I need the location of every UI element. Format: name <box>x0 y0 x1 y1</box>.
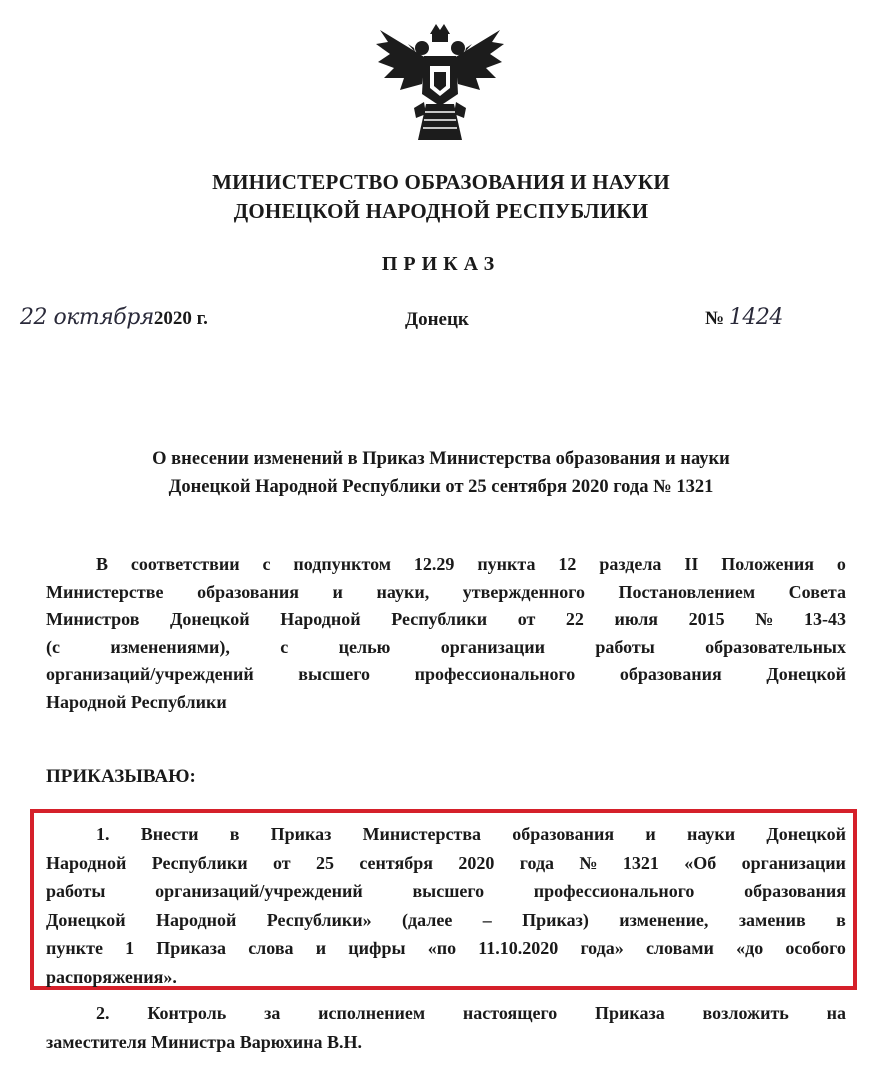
preamble-word: пункта <box>477 554 536 574</box>
item1-word: «по <box>427 938 457 958</box>
preamble-lines <box>46 551 846 689</box>
item1-word: высшего <box>412 881 485 901</box>
item1-word: 11.10.2020 <box>478 938 559 958</box>
preamble-word: о <box>836 554 846 574</box>
preamble-word: В <box>96 554 109 574</box>
item1-word: 25 <box>315 852 334 873</box>
item1-word: – <box>482 909 492 930</box>
preamble-word: профессионального <box>414 664 576 684</box>
item1-line <box>46 934 846 963</box>
preamble-word: Положения <box>721 554 814 574</box>
item1-word: образования <box>744 881 846 901</box>
ministry-line-2: ДОНЕЦКОЙ НАРОДНОЙ РЕСПУБЛИКИ <box>233 199 649 223</box>
item1-word: профессионального <box>533 881 695 901</box>
item2-word: настоящего <box>462 1003 558 1023</box>
preamble-word: с <box>280 636 289 657</box>
preamble-word: Донецкой <box>170 609 250 629</box>
item2-last-line: заместителя Министра Варюхина В.Н. <box>46 1031 363 1052</box>
item1-word: Республики <box>151 852 248 873</box>
preamble-word: Совета <box>788 581 846 602</box>
item1-word: и <box>315 938 327 958</box>
preamble-line <box>46 661 846 689</box>
document-city: Донецк <box>405 309 469 330</box>
document-number <box>705 305 783 330</box>
ministry-name <box>0 168 882 226</box>
item1-word: организаций/учреждений <box>155 881 363 901</box>
item1-word: Внести <box>140 824 199 844</box>
item1-word: Приказа <box>156 938 227 958</box>
item1-last-line: распоряжения». <box>46 966 177 987</box>
preamble-line <box>46 579 846 607</box>
item1-word: Республики» <box>266 909 372 930</box>
item1-lines <box>46 820 846 963</box>
preamble-word: образования <box>197 581 299 602</box>
item1-word: заменив <box>738 909 806 930</box>
item1-word: сентября <box>359 852 433 873</box>
preamble-line <box>46 551 846 579</box>
document-date <box>20 305 208 330</box>
item1-word: № <box>579 852 598 873</box>
preamble-word: раздела <box>599 554 662 574</box>
item2-word: за <box>264 1003 281 1023</box>
item2-word: исполнением <box>318 1003 426 1023</box>
preamble-word: работы <box>595 636 655 657</box>
item1-word: года <box>519 852 555 873</box>
order-item-2 <box>46 999 846 1056</box>
preamble-word: Народной <box>280 609 361 629</box>
item1-word: Приказ) <box>522 909 589 930</box>
item1-word: пункте <box>46 938 103 958</box>
item1-word: в <box>836 909 846 930</box>
item1-word: организации <box>741 852 846 873</box>
item1-word: 1 <box>125 938 135 958</box>
item2-word: Приказа <box>595 1003 665 1023</box>
item2-lines <box>46 999 846 1028</box>
item1-line <box>46 906 846 935</box>
preamble-word: 13-43 <box>803 609 846 629</box>
handwritten-number: 1424 <box>728 305 783 330</box>
item1-word: «до <box>736 938 764 958</box>
item1-word: работы <box>46 881 106 901</box>
number-prefix: № <box>705 308 725 329</box>
preamble-word: от <box>517 609 536 629</box>
preamble-word: (с <box>46 636 60 657</box>
preamble-word: Постановлением <box>618 581 756 602</box>
item1-word: (далее <box>402 909 453 930</box>
preamble-word: соответствии <box>130 554 240 574</box>
preamble-word: подпунктом <box>293 554 391 574</box>
item1-word: Народной <box>46 852 127 873</box>
item1-word: 1. <box>96 824 110 844</box>
preamble-word: образования <box>619 664 722 684</box>
item1-line <box>46 820 846 849</box>
item2-word: возложить <box>702 1003 789 1023</box>
document-subject <box>60 445 822 501</box>
item1-word: 2020 <box>458 852 495 873</box>
item1-word: Донецкой <box>46 909 126 930</box>
preamble-line <box>46 606 846 634</box>
preamble-word: Министерстве <box>46 581 164 602</box>
item1-word: образования <box>512 824 615 844</box>
item2-word: на <box>826 1003 846 1023</box>
preamble-word: с <box>262 554 271 574</box>
preamble-word: целью <box>338 636 391 657</box>
item1-word: Приказ <box>270 824 332 844</box>
preamble-word: II <box>684 554 699 574</box>
item1-word: словами <box>645 938 714 958</box>
item1-word: слова <box>248 938 294 958</box>
ministry-line-1: МИНИСТЕРСТВО ОБРАЗОВАНИЯ И НАУКИ <box>212 170 670 194</box>
item1-word: и <box>645 824 656 844</box>
item1-word: от <box>272 852 291 873</box>
preamble-word: 12.29 <box>413 554 455 574</box>
orders-heading: ПРИКАЗЫВАЮ: <box>46 766 196 787</box>
item1-word: цифры <box>348 938 406 958</box>
subject-line-2: Донецкой Народной Республики от 25 сентября 2020 года № 1321 <box>168 477 714 497</box>
item1-word: особого <box>785 938 846 958</box>
preamble-word: организаций/учреждений <box>46 664 254 684</box>
item2-line <box>46 999 846 1028</box>
preamble-word: высшего <box>298 664 370 684</box>
double-headed-eagle-emblem-icon <box>370 22 510 147</box>
item1-word: Народной <box>156 909 237 930</box>
item2-word: 2. <box>96 1003 110 1023</box>
preamble-word: Донецкой <box>766 664 846 684</box>
preamble-word: образовательных <box>705 636 846 657</box>
item1-word: науки <box>686 824 736 844</box>
document-type-title: ПРИКАЗ <box>381 253 501 275</box>
preamble-word: 22 <box>565 609 584 629</box>
item1-word: в <box>229 824 240 844</box>
preamble-word: изменениями), <box>110 636 230 657</box>
item1-word: Министерства <box>362 824 482 844</box>
item1-line <box>46 877 846 906</box>
preamble-word: № <box>755 609 774 629</box>
preamble-word: 2015 <box>688 609 725 629</box>
document-meta-row <box>0 305 882 341</box>
order-item-1 <box>46 820 846 991</box>
item1-line <box>46 849 846 878</box>
item2-word: Контроль <box>147 1003 227 1023</box>
preamble-word: и <box>332 581 343 602</box>
preamble-line <box>46 634 846 662</box>
item1-word: года» <box>580 938 624 958</box>
preamble-word: 12 <box>558 554 577 574</box>
handwritten-date: 22 октября <box>20 305 154 330</box>
preamble-word: организации <box>440 636 546 657</box>
preamble-last-line: Народной Республики <box>46 691 227 712</box>
item1-word: 1321 <box>622 852 659 873</box>
item1-word: «Об <box>684 852 717 873</box>
preamble-word: Министров <box>46 609 140 629</box>
preamble-word: науки, <box>376 581 430 602</box>
preamble-word: июля <box>614 609 659 629</box>
date-year: 2020 г. <box>153 308 208 329</box>
subject-line-1: О внесении изменений в Приказ Министерства образования и науки <box>152 449 730 469</box>
item1-word: Донецкой <box>766 824 846 844</box>
preamble-paragraph <box>46 551 846 716</box>
item1-word: изменение, <box>619 909 709 930</box>
preamble-word: Республики <box>391 609 488 629</box>
preamble-word: утвержденного <box>462 581 585 602</box>
